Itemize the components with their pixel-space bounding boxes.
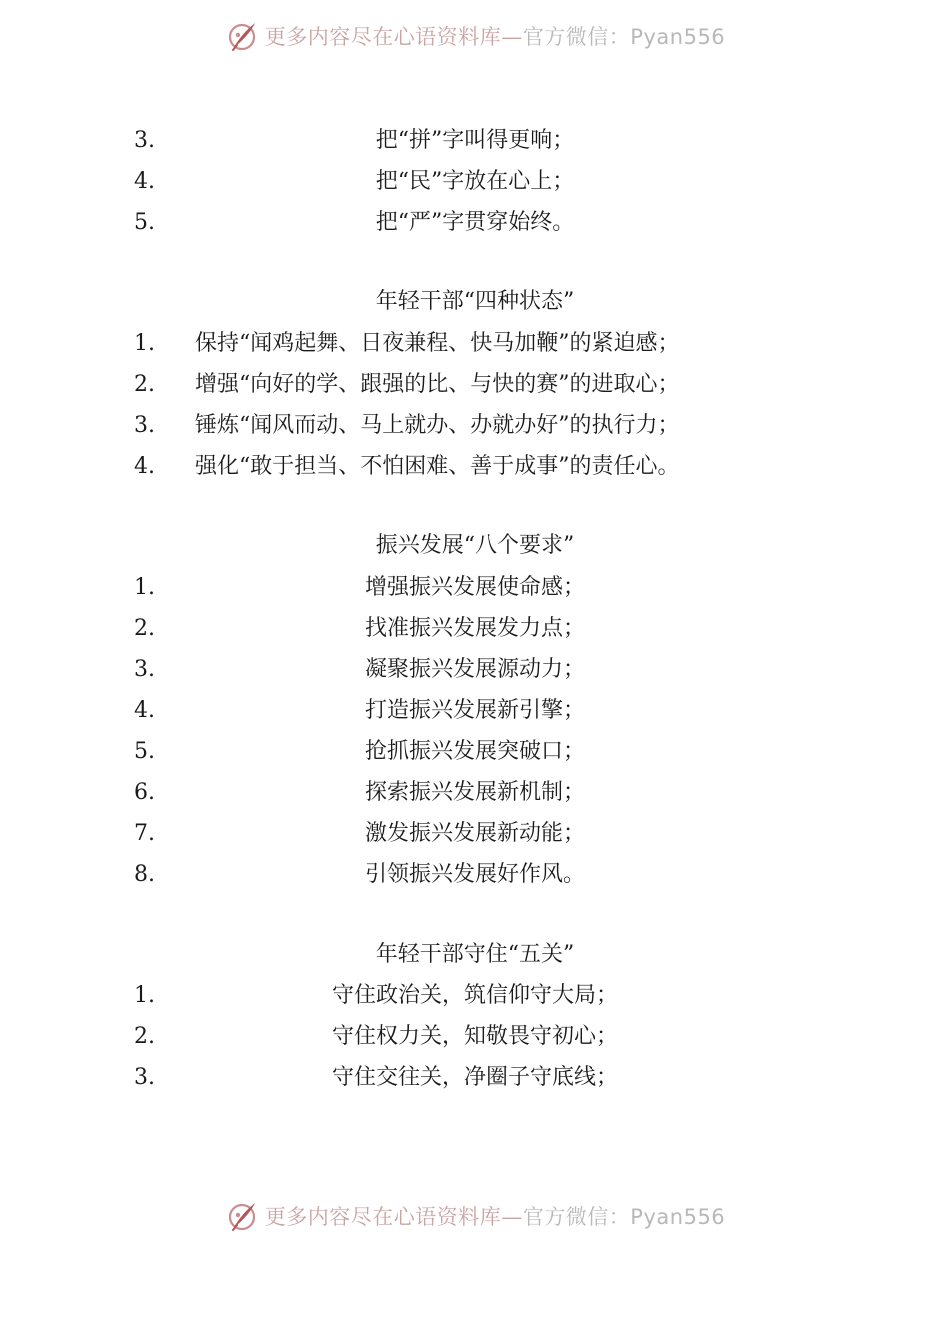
list-text: 守住政治关，筑信仰守大局； <box>331 983 618 1008</box>
list-item <box>0 735 950 769</box>
list-item <box>0 368 950 402</box>
list-number: 8. <box>134 862 155 887</box>
list-text: 增强振兴发展使命感； <box>364 575 585 600</box>
list-text: 探索振兴发展新机制； <box>364 780 585 805</box>
quill-pen-logo-icon <box>225 19 259 53</box>
banner-left-text: 更多内容尽在心语资料库— <box>264 1205 523 1229</box>
list-number: 2. <box>134 372 155 397</box>
list-item <box>0 327 950 361</box>
list-number: 4. <box>134 454 155 479</box>
banner-right-text: 官方微信：Pyan556 <box>522 25 726 49</box>
banner-inner <box>225 1199 725 1233</box>
list-item <box>0 817 950 851</box>
list-text: 锤炼“闻风而动、马上就办、办就办好”的执行力； <box>195 413 680 438</box>
banner-left-text: 更多内容尽在心语资料库— <box>264 25 523 49</box>
list-text: 激发振兴发展新动能； <box>364 821 585 846</box>
list-number: 5. <box>134 210 155 235</box>
list-number: 4. <box>134 169 155 194</box>
banner-text <box>265 21 725 51</box>
list-item <box>0 776 950 810</box>
list-text: 把“民”字放在心上； <box>375 169 575 194</box>
list-text: 抢抓振兴发展突破口； <box>364 739 585 764</box>
list-item <box>0 124 950 158</box>
list-item <box>0 694 950 728</box>
list-item <box>0 165 950 199</box>
list-text: 打造振兴发展新引擎； <box>364 698 585 723</box>
list-number: 4. <box>134 698 155 723</box>
list-text: 找准振兴发展发力点； <box>364 616 585 641</box>
list-number: 3. <box>134 1065 155 1090</box>
list-text: 增强“向好的学、跟强的比、与快的赛”的进取心； <box>195 372 680 397</box>
list-item <box>0 450 950 484</box>
list-item <box>0 206 950 240</box>
list-text: 保持“闻鸡起舞、日夜兼程、快马加鞭”的紧迫感； <box>195 331 680 356</box>
list-number: 6. <box>134 780 155 805</box>
list-item <box>0 612 950 646</box>
banner-right-text: 官方微信：Pyan556 <box>522 1205 726 1229</box>
list-item <box>0 409 950 443</box>
list-text: 守住交往关，净圈子守底线； <box>331 1065 618 1090</box>
list-number: 3. <box>134 657 155 682</box>
list-number: 1. <box>134 575 155 600</box>
footer-watermark-banner <box>0 1196 950 1236</box>
quill-pen-logo-icon <box>225 1199 259 1233</box>
list-item <box>0 979 950 1013</box>
list-text: 凝聚振兴发展源动力； <box>364 657 585 682</box>
list-number: 5. <box>134 739 155 764</box>
list-number: 2. <box>134 616 155 641</box>
section-heading: 年轻干部守住“五关” <box>375 942 575 967</box>
list-number: 1. <box>134 331 155 356</box>
list-text: 把“严”字贯穿始终。 <box>375 210 575 235</box>
banner-inner <box>225 19 725 53</box>
list-text: 引领振兴发展好作风。 <box>364 862 585 887</box>
header-watermark-banner <box>0 16 950 56</box>
list-item <box>0 653 950 687</box>
section-heading: 振兴发展“八个要求” <box>375 533 575 558</box>
list-item <box>0 1020 950 1054</box>
list-text: 把“拼”字叫得更响； <box>375 128 575 153</box>
list-item <box>0 1061 950 1095</box>
list-number: 1. <box>134 983 155 1008</box>
list-number: 7. <box>134 821 155 846</box>
list-number: 2. <box>134 1024 155 1049</box>
section-heading: 年轻干部“四种状态” <box>375 289 575 314</box>
banner-text <box>265 1201 725 1231</box>
list-text: 守住权力关，知敬畏守初心； <box>331 1024 618 1049</box>
list-number: 3. <box>134 128 155 153</box>
list-number: 3. <box>134 413 155 438</box>
list-text: 强化“敢于担当、不怕困难、善于成事”的责任心。 <box>195 454 680 479</box>
list-item <box>0 858 950 892</box>
list-item <box>0 571 950 605</box>
